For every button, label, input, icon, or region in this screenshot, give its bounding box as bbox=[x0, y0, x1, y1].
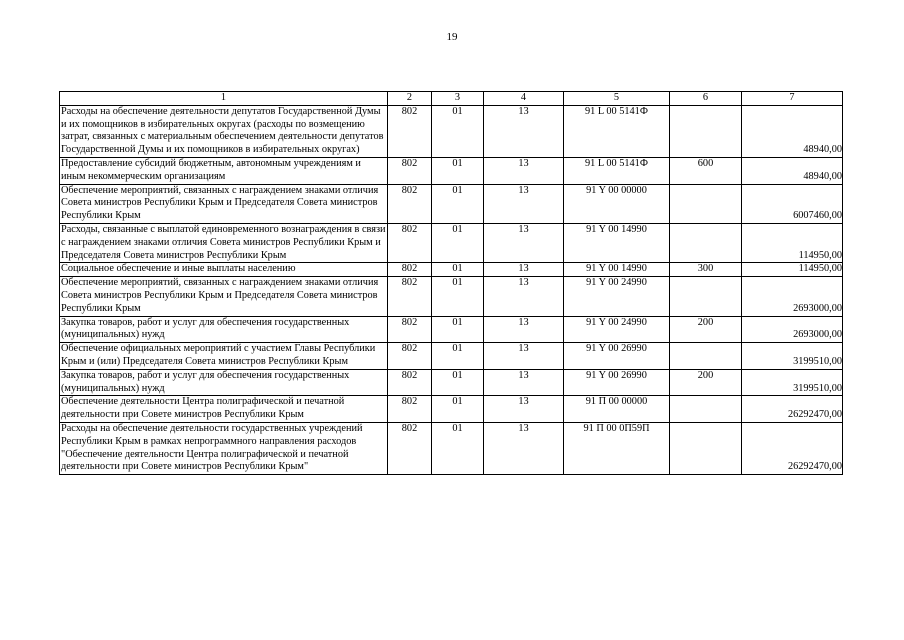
row-name-cell: Расходы, связанные с выплатой единовременного вознаграждения в связи с награждением знаками отличия Совета министров Республики Крым и Председателя Совета министров Республики Крым bbox=[60, 223, 388, 262]
row-target-cell: 91 L 00 5141Ф bbox=[564, 105, 670, 157]
table-row bbox=[60, 396, 843, 423]
row-grbs-cell: 802 bbox=[388, 184, 432, 223]
row-expense-type-cell bbox=[670, 343, 742, 370]
row-expense-type-cell bbox=[670, 223, 742, 262]
row-expense-type-cell: 200 bbox=[670, 316, 742, 343]
row-section-cell: 01 bbox=[432, 369, 484, 396]
row-expense-type-cell bbox=[670, 422, 742, 474]
row-amount-cell: 3199510,00 bbox=[742, 369, 843, 396]
row-name-cell: Обеспечение деятельности Центра полиграфической и печатной деятельности при Совете министров Республики Крым bbox=[60, 396, 388, 423]
row-section-cell: 01 bbox=[432, 422, 484, 474]
budget-table bbox=[59, 91, 843, 475]
row-target-cell: 91 П 00 0П59П bbox=[564, 422, 670, 474]
header-cell: 5 bbox=[564, 92, 670, 106]
row-name-cell: Закупка товаров, работ и услуг для обеспечения государственных (муниципальных) нужд bbox=[60, 369, 388, 396]
table-row bbox=[60, 369, 843, 396]
row-subsection-cell: 13 bbox=[484, 369, 564, 396]
row-amount-cell: 114950,00 bbox=[742, 223, 843, 262]
row-section-cell: 01 bbox=[432, 263, 484, 277]
table-row bbox=[60, 157, 843, 184]
row-amount-cell: 6007460,00 bbox=[742, 184, 843, 223]
row-section-cell: 01 bbox=[432, 223, 484, 262]
header-cell: 1 bbox=[60, 92, 388, 106]
row-expense-type-cell: 300 bbox=[670, 263, 742, 277]
row-amount-cell: 114950,00 bbox=[742, 263, 843, 277]
row-section-cell: 01 bbox=[432, 184, 484, 223]
row-grbs-cell: 802 bbox=[388, 396, 432, 423]
header-cell: 7 bbox=[742, 92, 843, 106]
row-target-cell: 91 L 00 5141Ф bbox=[564, 157, 670, 184]
row-section-cell: 01 bbox=[432, 277, 484, 316]
row-grbs-cell: 802 bbox=[388, 422, 432, 474]
row-subsection-cell: 13 bbox=[484, 316, 564, 343]
row-amount-cell: 2693000,00 bbox=[742, 316, 843, 343]
row-amount-cell: 48940,00 bbox=[742, 105, 843, 157]
row-target-cell: 91 П 00 00000 bbox=[564, 396, 670, 423]
table-row bbox=[60, 223, 843, 262]
table-row bbox=[60, 105, 843, 157]
row-section-cell: 01 bbox=[432, 396, 484, 423]
row-grbs-cell: 802 bbox=[388, 157, 432, 184]
row-subsection-cell: 13 bbox=[484, 184, 564, 223]
row-expense-type-cell: 600 bbox=[670, 157, 742, 184]
row-section-cell: 01 bbox=[432, 105, 484, 157]
table-row bbox=[60, 343, 843, 370]
row-subsection-cell: 13 bbox=[484, 223, 564, 262]
row-subsection-cell: 13 bbox=[484, 396, 564, 423]
row-amount-cell: 3199510,00 bbox=[742, 343, 843, 370]
row-grbs-cell: 802 bbox=[388, 263, 432, 277]
row-subsection-cell: 13 bbox=[484, 105, 564, 157]
row-target-cell: 91 Y 00 24990 bbox=[564, 316, 670, 343]
row-grbs-cell: 802 bbox=[388, 369, 432, 396]
row-name-cell: Закупка товаров, работ и услуг для обеспечения государственных (муниципальных) нужд bbox=[60, 316, 388, 343]
header-cell: 2 bbox=[388, 92, 432, 106]
row-expense-type-cell: 200 bbox=[670, 369, 742, 396]
row-grbs-cell: 802 bbox=[388, 316, 432, 343]
row-name-cell: Предоставление субсидий бюджетным, автономным учреждениям и иным некоммерческим организациям bbox=[60, 157, 388, 184]
table-row bbox=[60, 184, 843, 223]
row-amount-cell: 26292470,00 bbox=[742, 422, 843, 474]
row-expense-type-cell bbox=[670, 184, 742, 223]
row-expense-type-cell bbox=[670, 277, 742, 316]
row-grbs-cell: 802 bbox=[388, 223, 432, 262]
header-cell: 6 bbox=[670, 92, 742, 106]
row-target-cell: 91 Y 00 26990 bbox=[564, 369, 670, 396]
row-name-cell: Обеспечение мероприятий, связанных с награждением знаками отличия Совета министров Республики Крым и Председателя Совета министров Республики Крым bbox=[60, 184, 388, 223]
row-name-cell: Расходы на обеспечение деятельности государственных учреждений Республики Крым в рамках непрограммного направления расходов "Обеспечение деятельности Центра полиграфической и печатной деятельности при Совете министров Республики Крым" bbox=[60, 422, 388, 474]
row-section-cell: 01 bbox=[432, 343, 484, 370]
header-row bbox=[60, 92, 843, 106]
row-name-cell: Обеспечение мероприятий, связанных с награждением знаками отличия Совета министров Республики Крым и Председателя Совета министров Республики Крым bbox=[60, 277, 388, 316]
row-expense-type-cell bbox=[670, 105, 742, 157]
row-expense-type-cell bbox=[670, 396, 742, 423]
row-grbs-cell: 802 bbox=[388, 277, 432, 316]
row-grbs-cell: 802 bbox=[388, 105, 432, 157]
row-amount-cell: 26292470,00 bbox=[742, 396, 843, 423]
row-target-cell: 91 Y 00 14990 bbox=[564, 263, 670, 277]
row-amount-cell: 48940,00 bbox=[742, 157, 843, 184]
page-number: 19 bbox=[446, 31, 458, 43]
table-row bbox=[60, 277, 843, 316]
table-row bbox=[60, 316, 843, 343]
table-row bbox=[60, 422, 843, 474]
row-name-cell: Социальное обеспечение и иные выплаты населению bbox=[60, 263, 388, 277]
row-section-cell: 01 bbox=[432, 316, 484, 343]
row-target-cell: 91 Y 00 14990 bbox=[564, 223, 670, 262]
row-name-cell: Обеспечение официальных мероприятий с участием Главы Республики Крым и (или) Председателя Совета министров Республики Крым bbox=[60, 343, 388, 370]
row-amount-cell: 2693000,00 bbox=[742, 277, 843, 316]
row-subsection-cell: 13 bbox=[484, 277, 564, 316]
table-row bbox=[60, 263, 843, 277]
header-cell: 3 bbox=[432, 92, 484, 106]
row-name-cell: Расходы на обеспечение деятельности депутатов Государственной Думы и их помощников в избирательных округах (расходы по возмещению затрат, связанных с материальным обеспечением деятельности депутатов Государственной Думы и их помощников в избирательных округах) bbox=[60, 105, 388, 157]
row-target-cell: 91 Y 00 24990 bbox=[564, 277, 670, 316]
row-subsection-cell: 13 bbox=[484, 263, 564, 277]
row-grbs-cell: 802 bbox=[388, 343, 432, 370]
row-subsection-cell: 13 bbox=[484, 157, 564, 184]
row-subsection-cell: 13 bbox=[484, 343, 564, 370]
header-cell: 4 bbox=[484, 92, 564, 106]
row-subsection-cell: 13 bbox=[484, 422, 564, 474]
row-section-cell: 01 bbox=[432, 157, 484, 184]
row-target-cell: 91 Y 00 00000 bbox=[564, 184, 670, 223]
row-target-cell: 91 Y 00 26990 bbox=[564, 343, 670, 370]
